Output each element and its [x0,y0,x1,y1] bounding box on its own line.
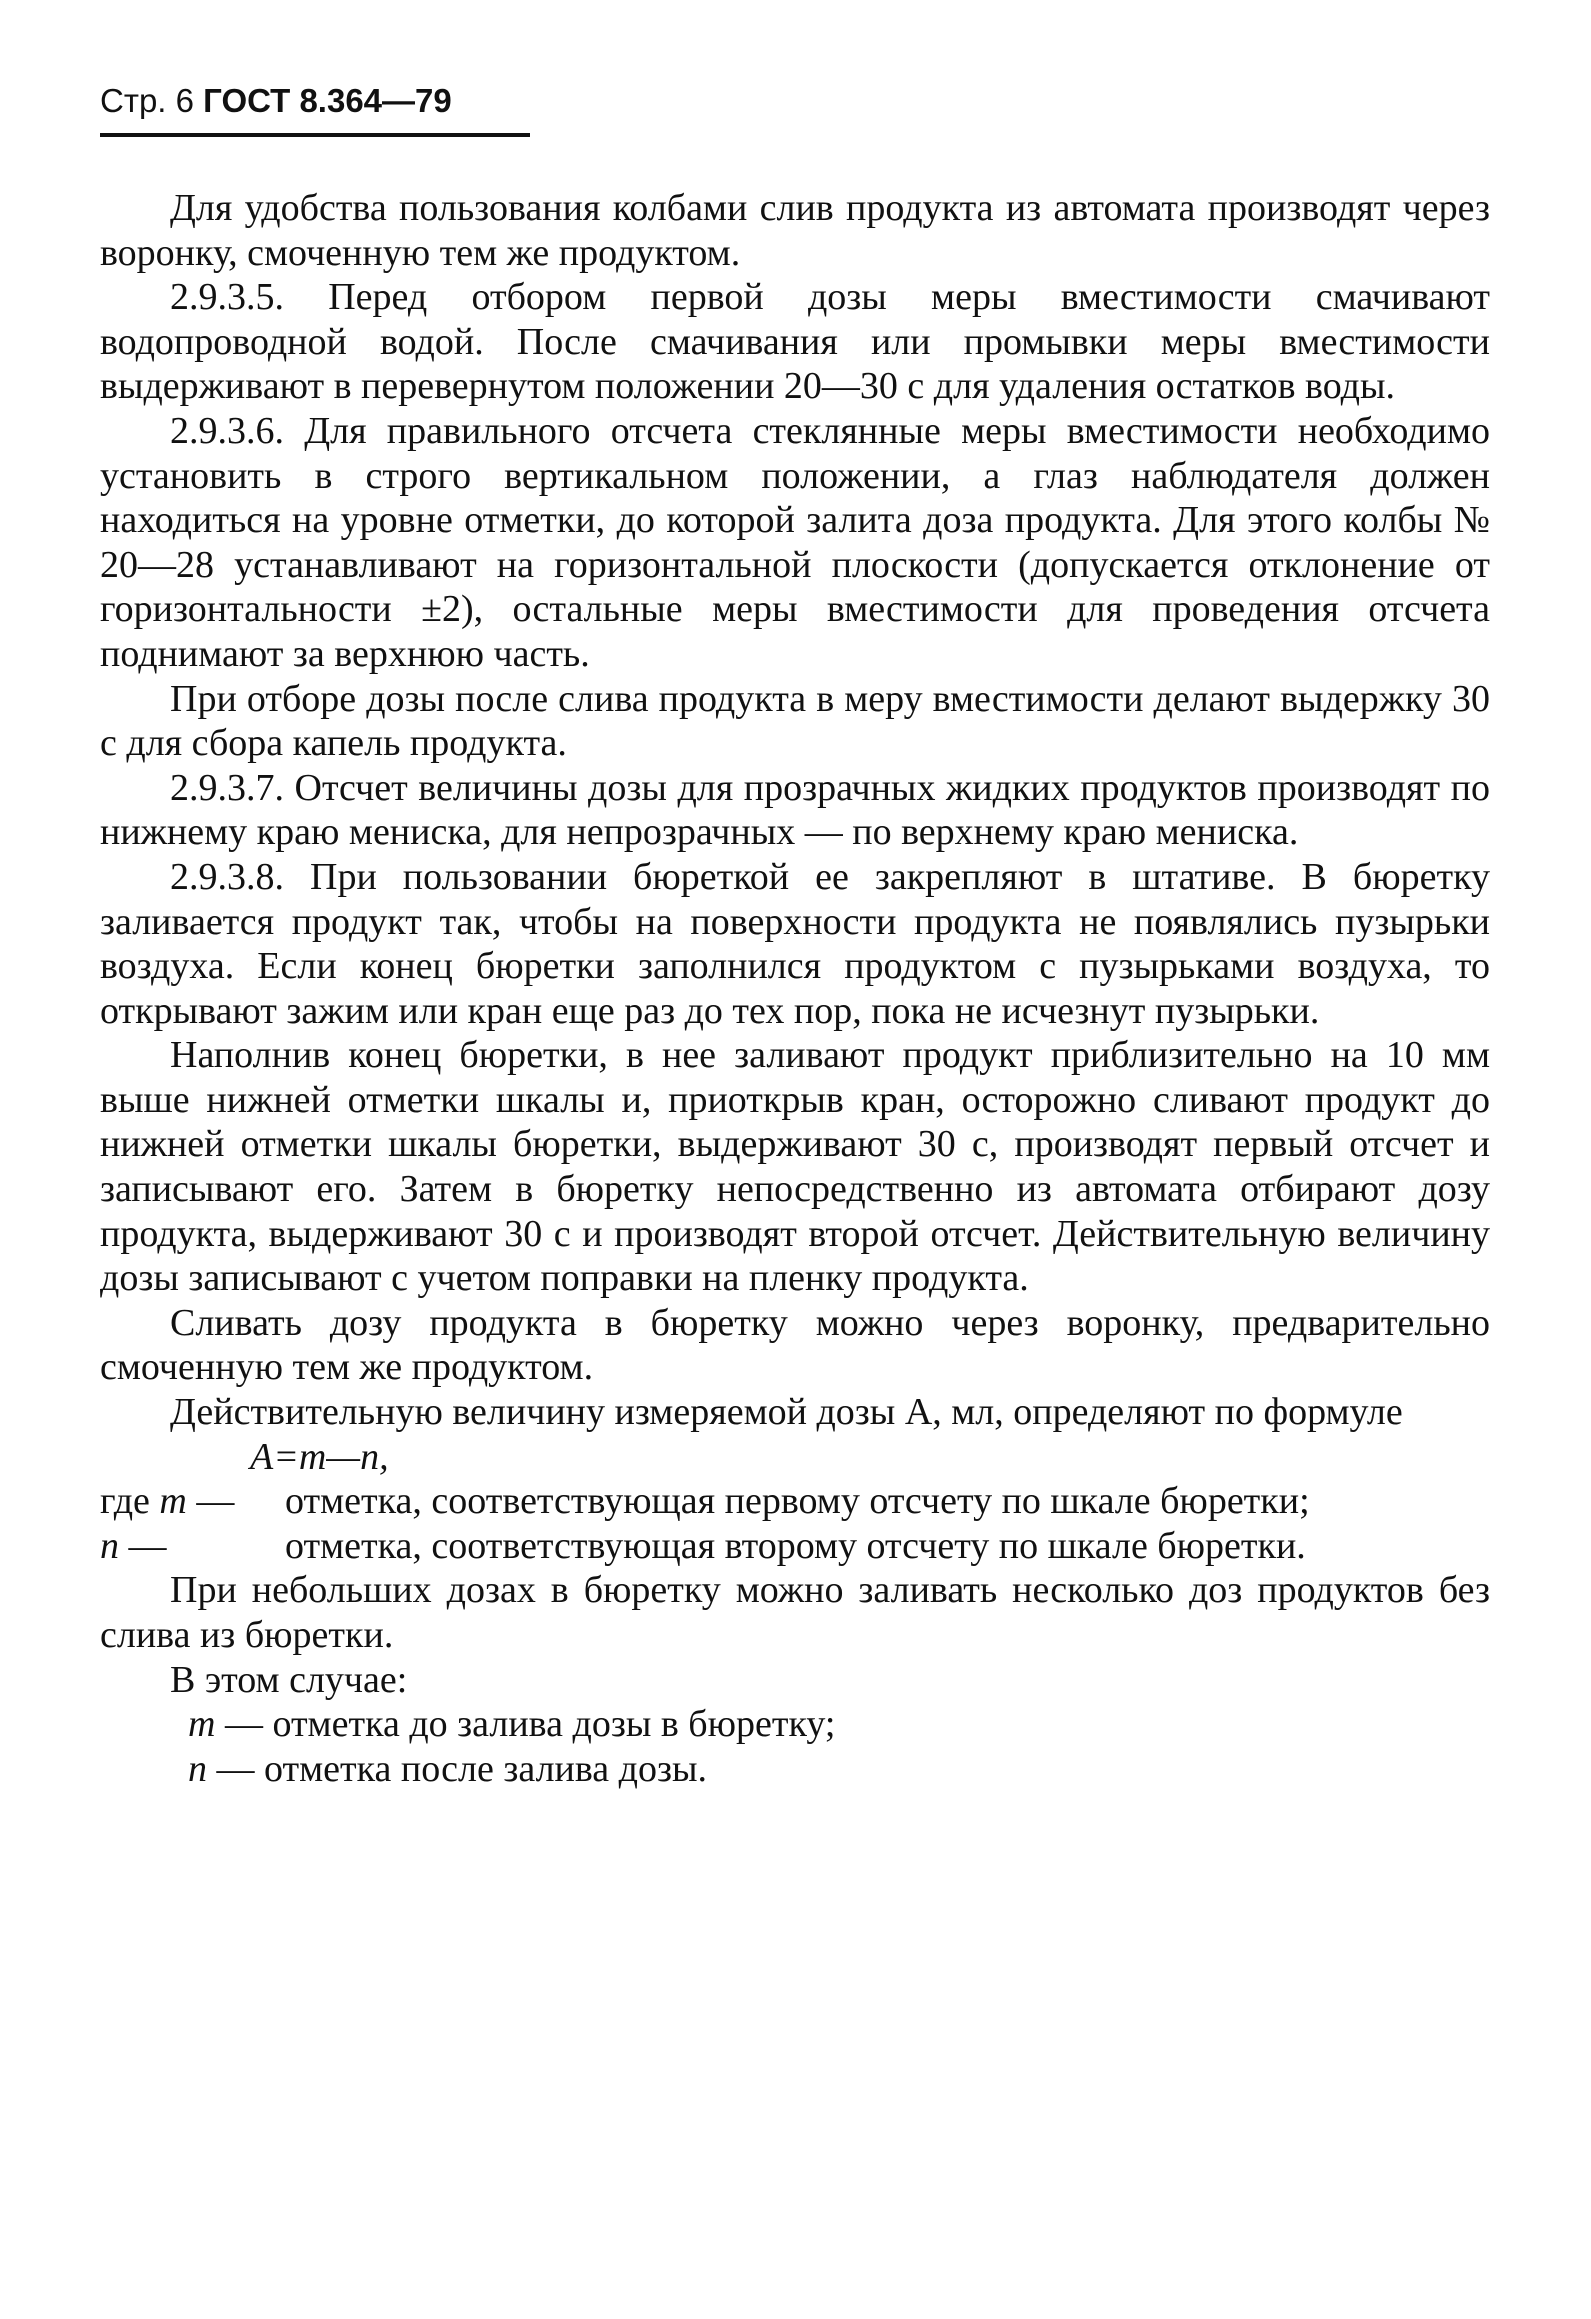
definition-m [100,1479,1490,1524]
paragraph-formula-intro: Действительную величину измеряемой дозы A, мл, определяют по формуле [170,1391,1403,1434]
paragraph-funnel: Для удобства пользования колбами слив продукта из автомата производят через воронку, смоченную тем же продуктом. [100,187,1490,274]
definition-lead: n — [100,1524,167,1567]
paragraph-2-9-3-7: 2.9.3.7. Отсчет величины дозы для прозрачных жидких продуктов производят по нижнему краю мениска, для непрозрачных — по верхнему краю мениска. [100,766,1490,854]
paragraph-funnel-burette: Сливать дозу продукта в бюретку можно через воронку, предварительно смоченную тем же продуктом. [100,1301,1490,1389]
case-definition-n: n — отметка после залива дозы. [188,1747,708,1790]
paragraph-in-this-case: В этом случае: [170,1658,408,1701]
definition-text: отметка, соответствующая первому отсчету по шкале бюретки; [285,1480,1310,1523]
paragraph-2-9-3-5: 2.9.3.5. Перед отбором первой дозы меры вместимости смачивают водопроводной водой. После смачивания или промывки меры вместимости выдерживают в перевернутом положении 20—30 с для удаления остатков воды. [100,276,1490,408]
header-rule [100,133,530,137]
definition-lead: где m — [100,1480,235,1523]
page-header [100,82,530,120]
standard-number: ГОСТ 8.364—79 [203,82,452,119]
paragraph-2-9-3-8: 2.9.3.8. При пользовании бюреткой ее закрепляют в штативе. В бюретку заливается продукт так, чтобы на поверхности продукта не появлялись пузырьки воздуха. Если конец бюретки заполнился продуктом с пузырьками воздуха, то открывают зажим или кран еще раз до тех пор, пока не исчезнут пузырьки. [100,855,1490,1032]
definition-text: отметка, соответствующая второму отсчету по шкале бюретки. [285,1524,1306,1567]
formula: A=m—n, [250,1435,389,1478]
paragraph-drip-wait: При отборе дозы после слива продукта в меру вместимости делают выдержку 30 с для сбора капель продукта. [100,677,1490,765]
paragraph-burette-filling: Наполнив конец бюретки, в нее заливают продукт приблизительно на 10 мм выше нижней отметки шкалы и, приоткрыв кран, осторожно сливают продукт до нижней отметки шкалы бюретки, выдерживают 30 с, производят первый отсчет и записывают его. Затем в бюретку непосредственно из автомата отбирают дозу продукта, выдерживают 30 с и производят второй отсчет. Действительную величину дозы записывают с учетом поправки на пленку продукта. [100,1034,1490,1300]
case-definition-m: m — отметка до залива дозы в бюретку; [188,1703,836,1746]
paragraph-small-doses: При небольших дозах в бюретку можно заливать несколько доз продуктов без слива из бюретки. [100,1569,1490,1656]
paragraph-2-9-3-6: 2.9.3.6. Для правильного отсчета стеклянные меры вместимости необходимо установить в строго вертикальном положении, а глаз наблюдателя должен находиться на уровне отметки, до которой залита доза продукта. Для этого колбы № 20—28 устанавливают на горизонтальной плоскости (допускается отклонение от горизонтальности ±2), остальные меры вместимости для проведения отсчета поднимают за верхнюю часть. [100,409,1490,675]
page-number: Стр. 6 [100,82,194,119]
definition-n [100,1524,1490,1569]
document-body [100,186,1490,1791]
